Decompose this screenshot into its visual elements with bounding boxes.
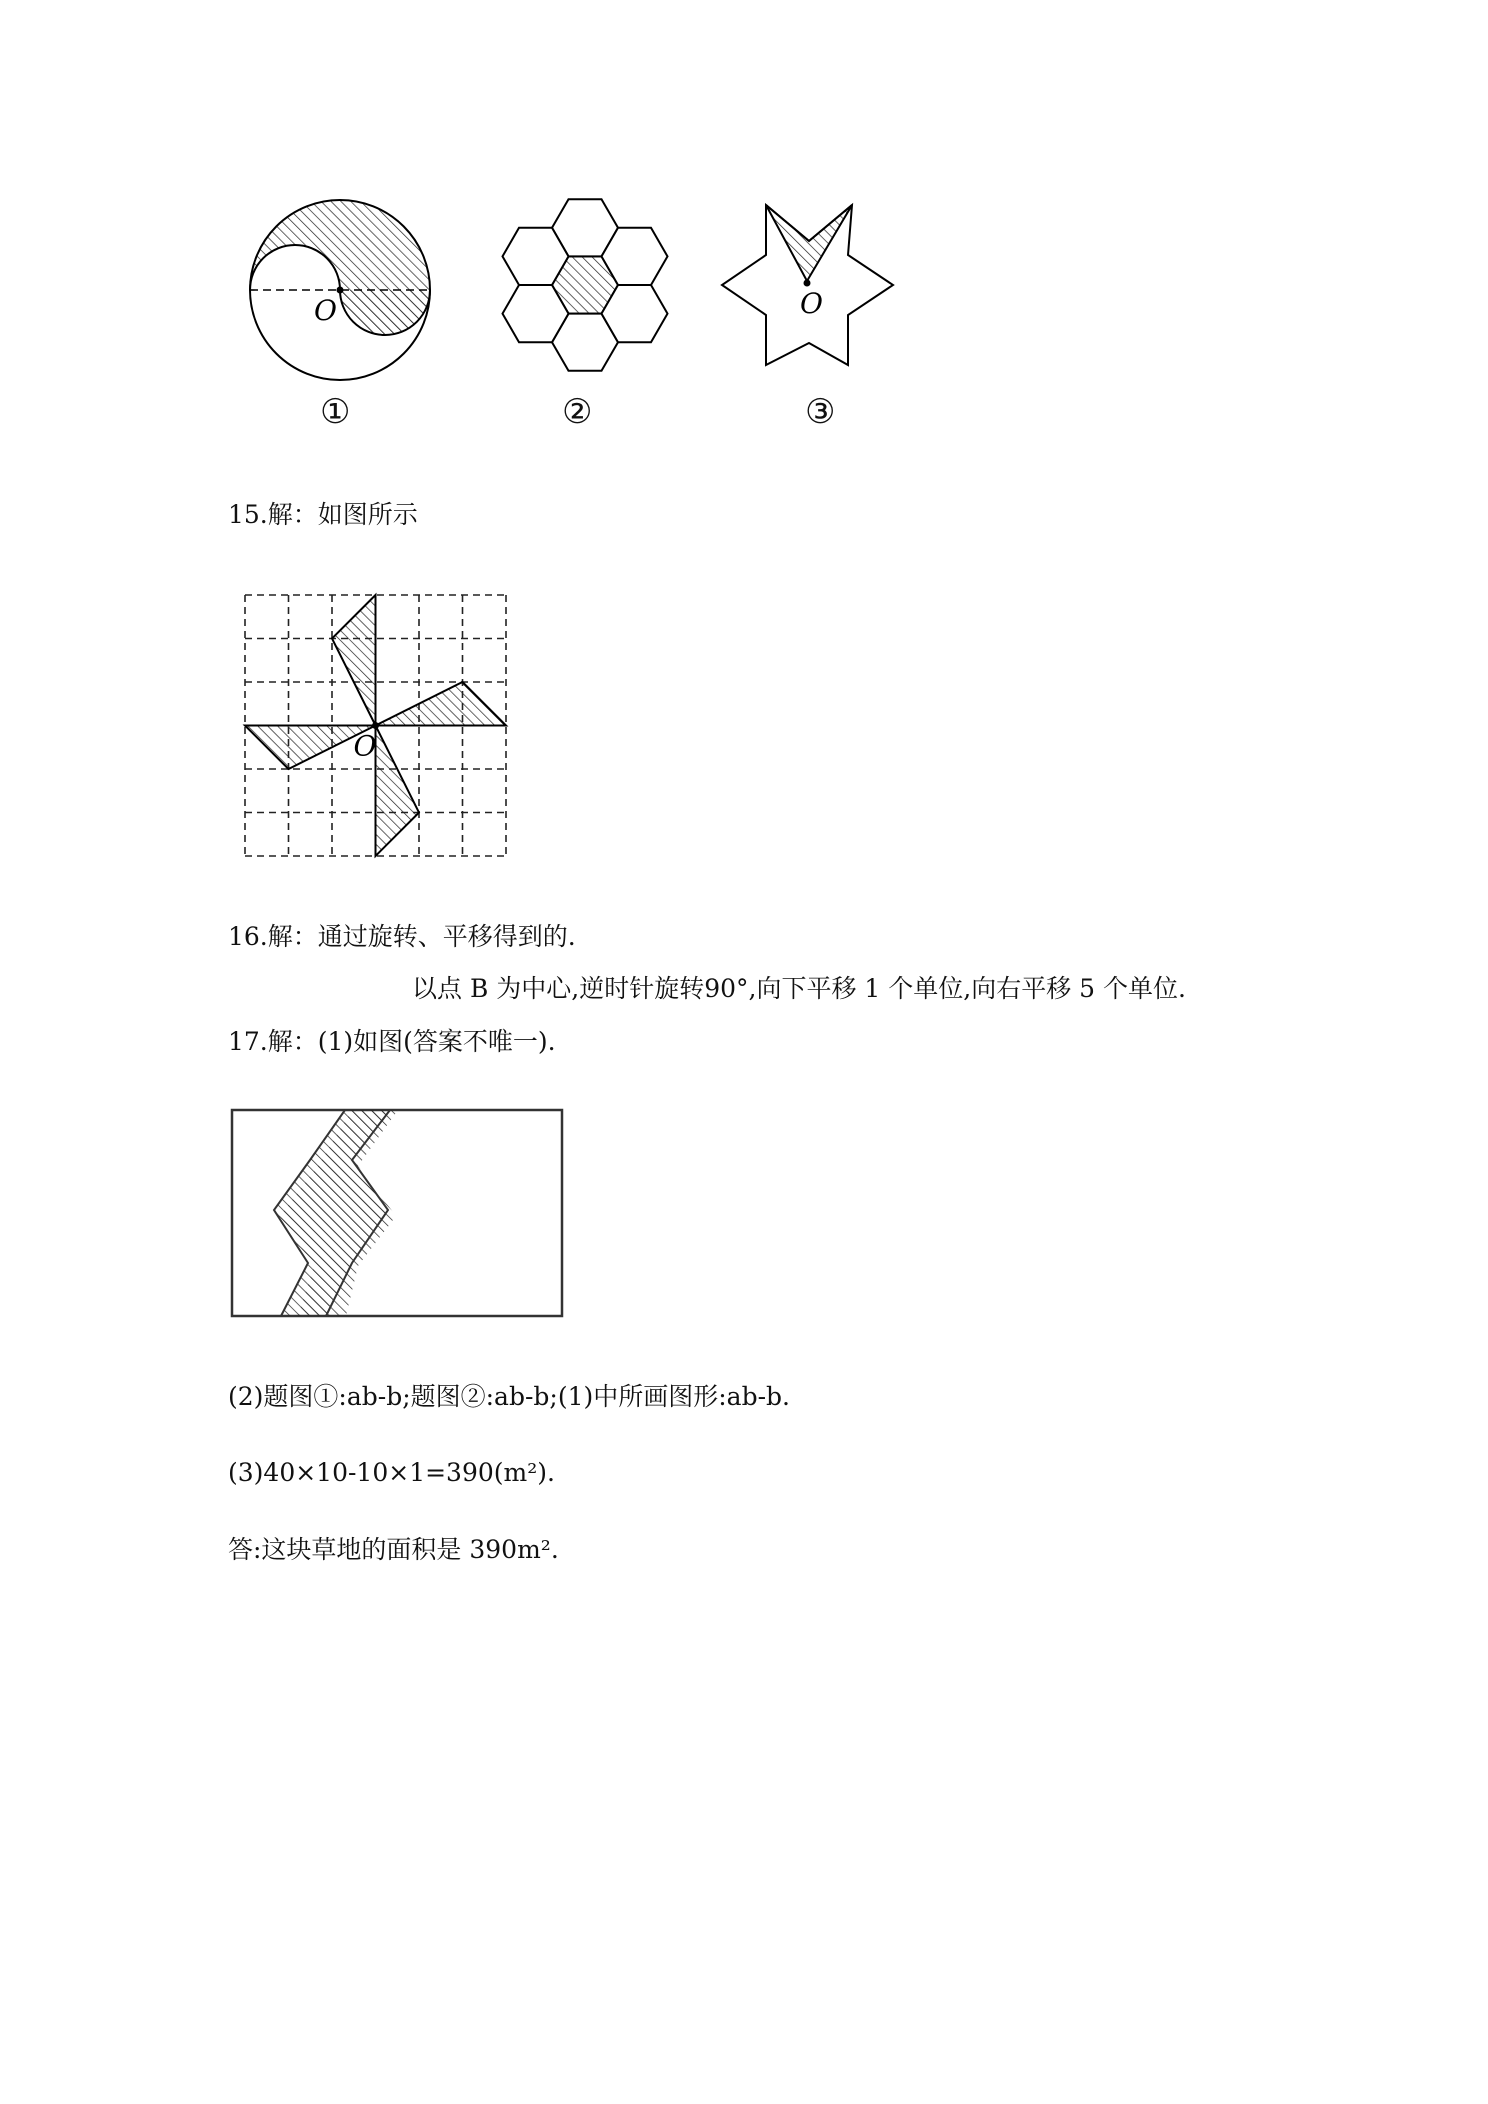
figure-3-caption: ③: [805, 392, 836, 432]
q17-line2: (2)题图①:ab-b;题图②:ab-b;(1)中所画图形:ab-b.: [228, 1382, 790, 1411]
center-label-o: O: [353, 729, 377, 763]
pinwheel-blade: [332, 595, 376, 726]
q17-answer: 答:这块草地的面积是 390m².: [228, 1535, 559, 1564]
q17-rect-figure: [230, 1108, 565, 1320]
figure-3: [710, 195, 910, 375]
q15-text: 15.解：如图所示: [228, 500, 418, 529]
figure-2: [480, 185, 690, 385]
center-label-o: O: [800, 287, 823, 320]
figure-2-caption: ②: [562, 392, 593, 432]
q15-grid-figure: [240, 590, 510, 860]
q16-line1: 16.解：通过旋转、平移得到的.: [228, 922, 576, 951]
center-label-o: O: [314, 294, 337, 327]
center-point: [372, 722, 379, 729]
q17-line1: 17.解：(1)如图(答案不唯一).: [228, 1027, 556, 1056]
q16-line2: 以点 B 为中心,逆时针旋转90°,向下平移 1 个单位,向右平移 5 个单位.: [412, 974, 1186, 1003]
figure-1-caption: ①: [320, 392, 351, 432]
q17-line3: (3)40×10-10×1=390(m²).: [228, 1458, 555, 1487]
pinwheel-blade: [376, 682, 507, 726]
pinwheel-blade: [376, 726, 420, 857]
